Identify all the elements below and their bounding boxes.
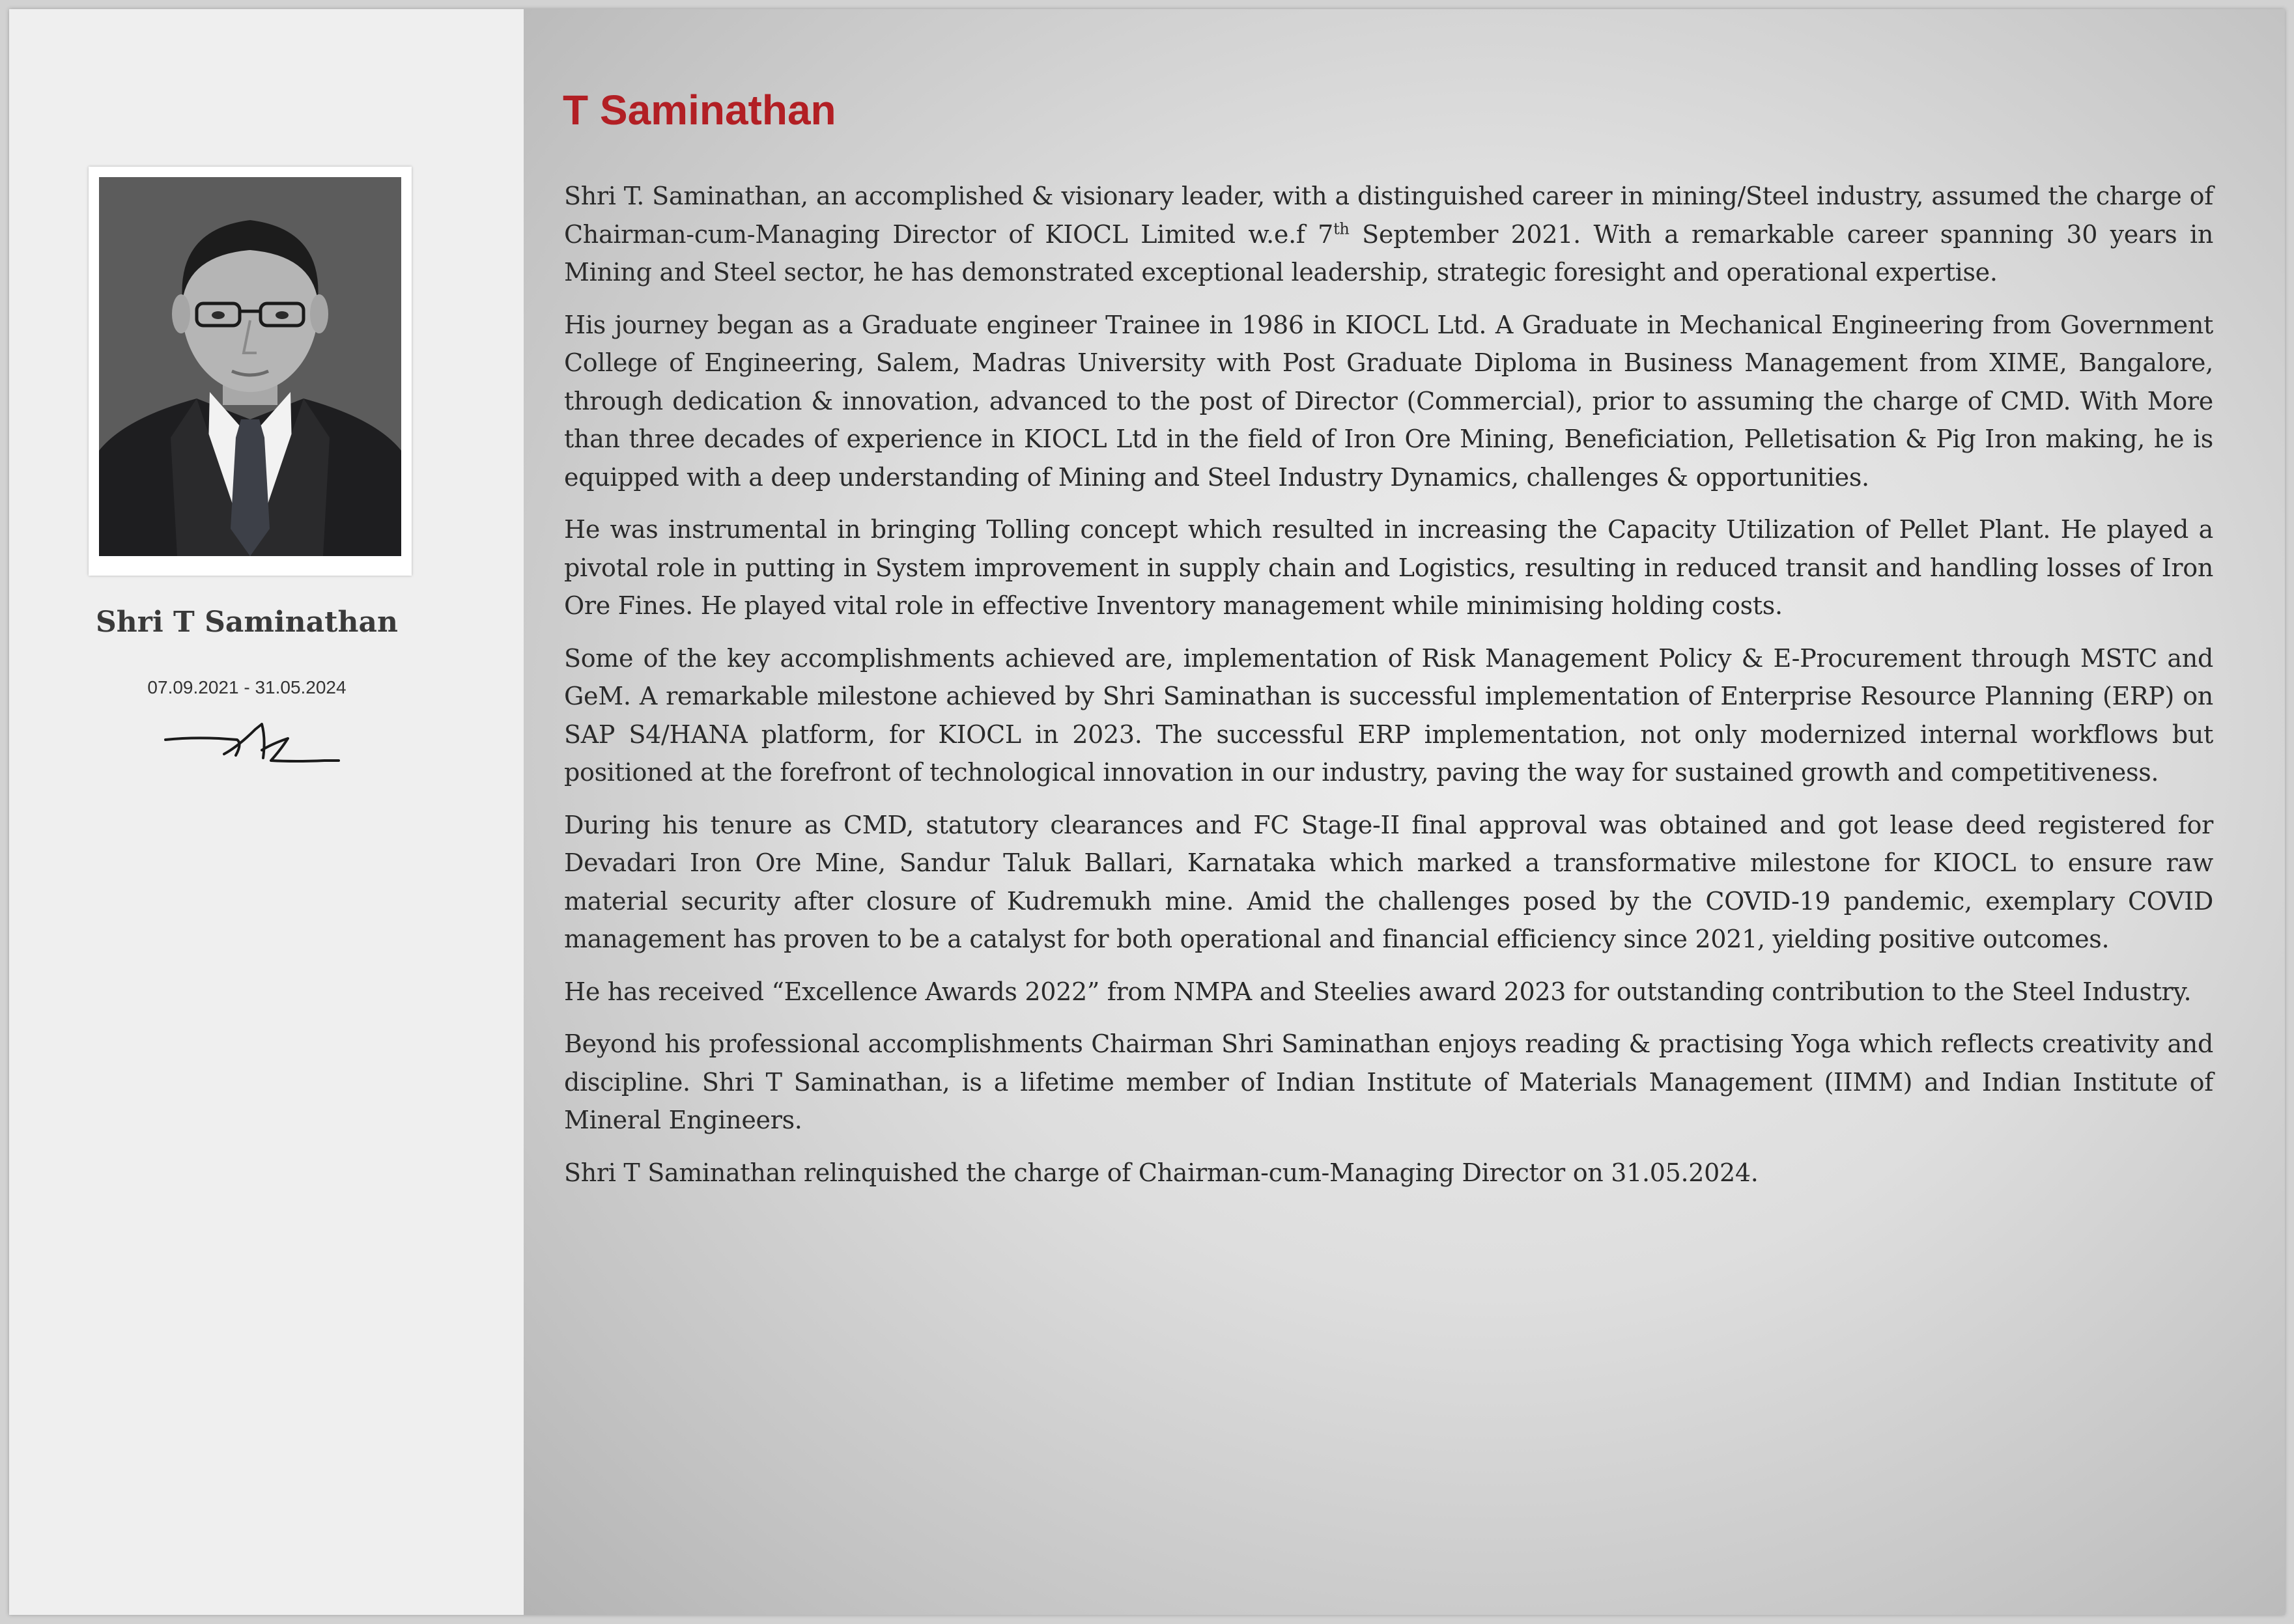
paragraph: Beyond his professional accomplishments Chairman Shri Saminathan enjoys reading & practising Yoga which reflects creativity and discipline. Shri T Saminathan, is a lifetime member of Indian Institute of Materials Management (IIMM) and Indian Institute of Mineral Engineers. (564, 1029, 2213, 1134)
portrait-frame (89, 167, 412, 576)
superscript: th (1333, 219, 1350, 238)
profile-sidebar (9, 9, 524, 1615)
paragraph: He has received “Excellence Awards 2022” from NMPA and Steelies award 2023 for outstanding contribution to the Steel Industry. (564, 977, 2192, 1006)
signature (164, 712, 340, 771)
biography-text (564, 177, 2213, 1206)
biography-panel (524, 9, 2285, 1615)
page-frame (9, 9, 2285, 1615)
tenure-dates: 07.09.2021 - 31.05.2024 (147, 677, 347, 697)
portrait-photo (99, 177, 401, 556)
paragraph: His journey began as a Graduate engineer Trainee in 1986 in KIOCL Ltd. A Graduate in Mechanical Engineering from Government College of Engineering, Salem, Madras University with Post Graduate Diploma in Business Management from XIME, Bangalore, through dedication & innovation, advanced to the post of Director (Commercial), prior to assuming the charge of CMD. With More than three decades of experience in KIOCL Ltd in the field of Iron Ore Mining, Beneficiation, Pelletisation & Pig Iron making, he is equipped with a deep understanding of Mining and Steel Industry Dynamics, challenges & opportunities. (564, 310, 2213, 492)
person-name: Shri T Saminathan (96, 606, 398, 639)
paragraph: Shri T. Saminathan, an accomplished & visionary leader, with a distinguished career in mining/Steel industry, assumed the charge of Chairman-cum-Managing Director of KIOCL Limited w.e.f 7th September 2021. With a remarkable career spanning 30 years in Mining and Steel sector, he has demonstrated exceptional leadership, strategic foresight and operational expertise. (564, 182, 2214, 287)
portrait-illustration (99, 177, 401, 556)
paragraph: Shri T Saminathan relinquished the charge of Chairman-cum-Managing Director on 31.05.2024. (564, 1158, 1759, 1187)
paragraph: Some of the key accomplishments achieved are, implementation of Risk Management Policy & E-Procurement through MSTC and GeM. A remarkable milestone achieved by Shri Saminathan is successful implementation of Enterprise Resource Planning (ERP) on SAP S4/HANA platform, for KIOCL in 2023. The successful ERP implementation, not only modernized internal workflows but positioned at the forefront of technological innovation in our industry, paving the way for sustained growth and competitiveness. (564, 643, 2213, 787)
page-title: T Saminathan (563, 87, 836, 133)
paragraph: He was instrumental in bringing Tolling concept which resulted in increasing the Capacity Utilization of Pellet Plant. He played a pivotal role in putting in System improvement in supply chain and Logistics, resulting in reduced transit and handling losses of Iron Ore Fines. He played vital role in effective Inventory management while minimising holding costs. (564, 515, 2213, 620)
paragraph: During his tenure as CMD, statutory clearances and FC Stage-II final approval was obtained and got lease deed registered for Devadari Iron Ore Mine, Sandur Taluk Ballari, Karnataka which marked a transformative milestone for KIOCL to ensure raw material security after closure of Kudremukh mine. Amid the challenges posed by the COVID-19 pandemic, exemplary COVID management has proven to be a catalyst for both operational and financial efficiency since 2021, yielding positive outcomes. (564, 810, 2213, 953)
